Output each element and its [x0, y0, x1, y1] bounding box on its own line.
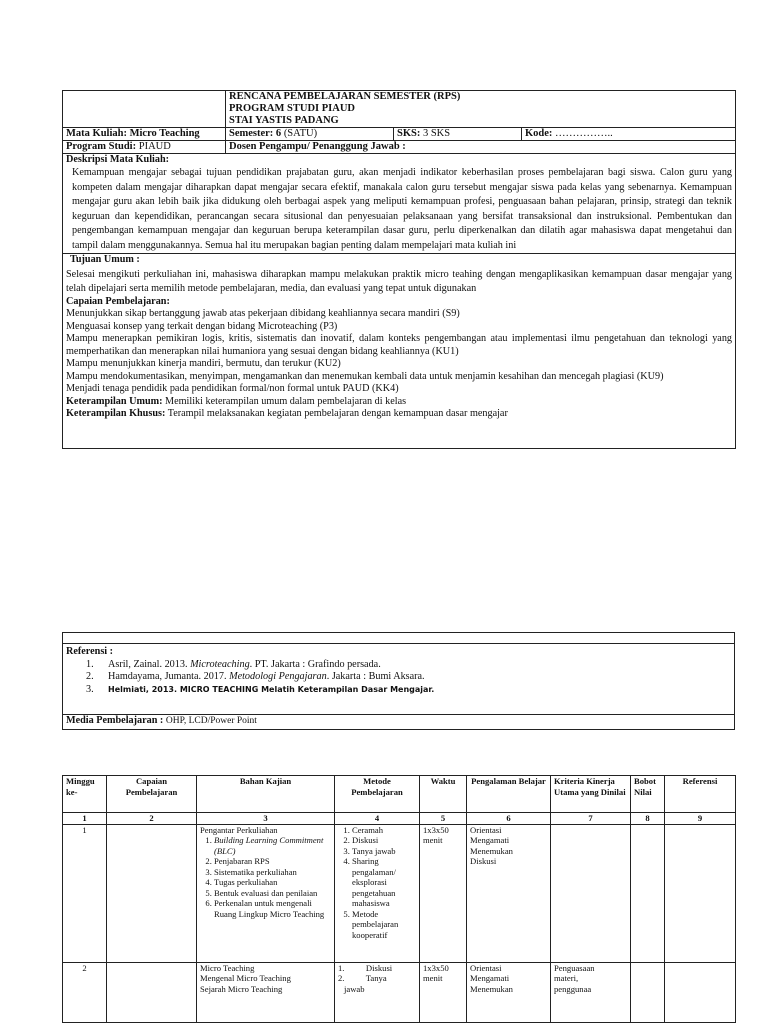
- col-number: 5: [420, 813, 467, 825]
- col-number: 6: [467, 813, 551, 825]
- logo-cell: [63, 91, 226, 128]
- bahan-list: [200, 835, 331, 919]
- ket-umum-label: Keterampilan Umum:: [66, 395, 163, 407]
- bahan-item: 3. Sistematika perkuliahan: [214, 867, 331, 878]
- semester-value: (SATU): [283, 128, 318, 139]
- schedule-table: [62, 775, 736, 1023]
- pengalaman-cell: [467, 962, 551, 1022]
- pengalaman-item: Orientasi: [470, 962, 502, 973]
- col-header: Bahan Kajian: [197, 776, 335, 813]
- sks-label: SKS:: [397, 128, 421, 139]
- capaian-cell: [107, 824, 197, 962]
- metode-item: 3. Tanya jawab: [352, 846, 416, 857]
- tujuan-text: Selesai mengikuti perkuliahan ini, mahasiswa diharapkan mampu melakukan praktik micro teahing dengan mengaplikasikan kemampuan dasar mengajar yang telah dipelajari serta memilih metode pembelajaran, media, dan evaluasi yang tepat untuk digunakan: [66, 268, 733, 294]
- metode-item: 5. Metode pembelajaran kooperatif: [352, 909, 416, 941]
- col-header: Capaian Pembelajaran: [107, 776, 197, 813]
- media-row: [63, 715, 735, 730]
- bahan-title: Pengantar Perkuliahan: [200, 824, 278, 835]
- document-title: [226, 91, 736, 128]
- sks-cell: [394, 128, 522, 141]
- pengalaman-item: Mengamati: [470, 835, 510, 845]
- capaian-heading: Capaian Pembelajaran:: [66, 295, 170, 307]
- bahan-line: Micro Teaching: [200, 962, 255, 973]
- waktu-cell: 1x3x50 menit: [420, 824, 467, 962]
- bobot-cell: [631, 824, 665, 962]
- bahan-item: 2. Penjabaran RPS: [214, 856, 331, 867]
- metode-item: 1. Ceramah: [352, 825, 416, 836]
- deskripsi-text: Kemampuan mengajar sebagai tujuan pendidikan prajabatan guru, akan menjadi indikator keberhasilan proses pembelajaran bagi siswa. Calon guru yang kompeten dalam mengajar diharapkan dapat mengajar secara efektif, manakala calon guru tersebut mengajar siswa pada kelas yang sebenarnya. Kemampuan mengajar guru akan lebih baik jika didukung oleh berbagai aspek yang meliputi kemampuan profesi, penguasaan bahan pelajaran, prinsip, strategi dan teknik keguruan dan kependidikan, perancangan secara situsional dan penyesuaian pelaksanaan yang bersifat transaksional dan instruksional. Pembentukan dan pengembangan kemampuan mengajar dan keguruan berupa keterampilan dasar guru, perlu diperkenalkan dan dilatih agar mahasiswa dapat mengetahui dan tampil dalam menggunakannya. Semua hal itu merupakan bagian penting dalam mempelajari mata kuliah ini: [72, 167, 733, 251]
- media-label: Media Pembelajaran :: [66, 715, 164, 726]
- bahan-cell: [197, 962, 335, 1022]
- metode-cell: [335, 962, 420, 1022]
- keterampilan-khusus: [66, 408, 732, 421]
- pengalaman-cell: [467, 824, 551, 962]
- kriteria-cell: [551, 824, 631, 962]
- col-header: Waktu: [420, 776, 467, 813]
- col-number: 7: [551, 813, 631, 825]
- pengalaman-item: Orientasi: [470, 824, 502, 835]
- col-header: Metode Pembelajaran: [335, 776, 420, 813]
- week-cell: 2: [63, 962, 107, 1022]
- capaian-item: Menguasai konsep yang terkait dengan bidang Microteaching (P3): [66, 320, 338, 332]
- referensi-heading: Referensi :: [66, 646, 114, 657]
- metode-item: 4. Sharing pengalaman/ eksplorasi pengetahuan mahasiswa: [352, 856, 416, 909]
- referensi-section: [63, 644, 735, 715]
- referensi-table: [62, 632, 735, 730]
- program-studi-value: PIAUD: [138, 141, 171, 152]
- bahan-item: 6. Perkenalan untuk mengenali Ruang Lingkup Micro Teaching: [214, 898, 331, 919]
- col-header: Minggu ke-: [63, 776, 107, 813]
- referensi-cell: [665, 962, 736, 1022]
- bahan-item: 4. Tugas perkuliahan: [214, 877, 331, 888]
- col-number: 9: [665, 813, 736, 825]
- referensi-top-row: [63, 633, 735, 644]
- table-row: [63, 824, 736, 962]
- kode-cell: [522, 128, 736, 141]
- referensi-cell: [665, 824, 736, 962]
- kriteria-line: penggunaa: [554, 983, 592, 994]
- bahan-line: Mengenal Micro Teaching: [200, 973, 291, 983]
- kriteria-line: materi,: [554, 973, 579, 983]
- pengalaman-item: Diskusi: [470, 856, 497, 866]
- capaian-item: Mampu menunjukkan kinerja mandiri, bermutu, dan terukur (KU2): [66, 358, 341, 369]
- rps-header-table: [62, 90, 736, 449]
- keterampilan-umum: [66, 396, 732, 409]
- pengalaman-item: Mengamati: [470, 973, 510, 983]
- deskripsi-heading: Deskripsi Mata Kuliah:: [66, 154, 170, 165]
- capaian-item: Mampu menerapkan pemikiran logis, kritis, sistematis dan inovatif, dalam konteks pengembangan atau implementasi ilmu pengetahuan dan teknologi yang memperhatikan dan menerapkan nilai humaniora yang sesuai dengan bidang keahliannya (KU1): [66, 333, 733, 357]
- week-cell: 1: [63, 824, 107, 962]
- referensi-list: [66, 659, 731, 697]
- col-number: 3: [197, 813, 335, 825]
- col-header: Kriteria Kinerja Utama yang Dinilai: [551, 776, 631, 813]
- referensi-item: 3. Helmiati, 2013. MICRO TEACHING Melatih Keterampilan Dasar Mengajar.: [86, 683, 435, 695]
- col-number: 4: [335, 813, 420, 825]
- semester-label: Semester: 6: [229, 128, 282, 139]
- kriteria-line: Penguasaan: [554, 962, 595, 973]
- deskripsi-section: [63, 154, 736, 254]
- kode-value: ……………..: [555, 128, 613, 139]
- metode-line: 2. Tanya: [338, 973, 387, 983]
- col-header: Pengalaman Belajar: [467, 776, 551, 813]
- ket-umum-text: Memiliki keterampilan umum dalam pembelajaran di kelas: [165, 395, 407, 407]
- referensi-item: 1. Asril, Zainal. 2013. Microteaching. PT. Jakarta : Grafindo persada.: [86, 658, 381, 670]
- kode-label: Kode:: [525, 128, 553, 139]
- col-number: 8: [631, 813, 665, 825]
- dosen-cell: Dosen Pengampu/ Penanggung Jawab :: [226, 141, 736, 154]
- referensi-item: 2. Hamdayama, Jumanta. 2017. Metodologi Pengajaran. Jakarta : Bumi Aksara.: [86, 671, 425, 682]
- tujuan-capaian-section: [63, 254, 736, 449]
- sks-value: 3 SKS: [422, 128, 451, 139]
- metode-line: jawab: [344, 983, 365, 994]
- schedule-header-row: [63, 776, 736, 813]
- bobot-cell: [631, 962, 665, 1022]
- pengalaman-item: Menemukan: [470, 845, 513, 856]
- bahan-cell: [197, 824, 335, 962]
- metode-line: 1. Diskusi: [338, 962, 393, 973]
- metode-cell: [335, 824, 420, 962]
- pengalaman-item: Menemukan: [470, 983, 513, 994]
- program-studi-cell: [63, 141, 226, 154]
- ket-khusus-label: Keterampilan Khusus:: [66, 408, 166, 419]
- bahan-line: Sejarah Micro Teaching: [200, 983, 283, 994]
- capaian-item: Mampu mendokumentasikan, menyimpan, mengamankan dan menemukan kembali data untuk menjamin kesahihan dan mencegah plagiasi (KU9): [66, 370, 664, 382]
- metode-list: [338, 825, 416, 941]
- program-studi-label: Program Studi:: [66, 141, 137, 152]
- table-row: [63, 962, 736, 1022]
- schedule-number-row: [63, 813, 736, 825]
- kriteria-cell: [551, 962, 631, 1022]
- col-header: Referensi: [665, 776, 736, 813]
- bahan-item: 1. Building Learning Commitment (BLC): [214, 835, 331, 856]
- waktu-cell: 1x3x50 menit: [420, 962, 467, 1022]
- media-value: OHP, LCD/Power Point: [165, 716, 257, 726]
- metode-item: 2. Diskusi: [352, 835, 416, 846]
- mata-kuliah-cell: Mata Kuliah: Micro Teaching: [63, 128, 226, 141]
- capaian-cell: [107, 962, 197, 1022]
- capaian-item: Menjadi tenaga pendidik pada pendidikan formal/non formal untuk PAUD (KK4): [66, 383, 399, 394]
- title-line-3: STAI YASTIS PADANG: [229, 115, 339, 126]
- title-line-1: RENCANA PEMBELAJARAN SEMESTER (RPS): [229, 91, 461, 102]
- col-number: 2: [107, 813, 197, 825]
- capaian-item: Menunjukkan sikap bertanggung jawab atas pekerjaan dibidang keahliannya secara mandiri (S9): [66, 308, 460, 319]
- bahan-item: 5. Bentuk evaluasi dan penilaian: [214, 888, 331, 899]
- col-header: Bobot Nilai: [631, 776, 665, 813]
- semester-cell: [226, 128, 394, 141]
- ket-khusus-text: Terampil melaksanakan kegiatan pembelajaran dengan kemampuan dasar mengajar: [167, 408, 508, 419]
- col-number: 1: [63, 813, 107, 825]
- tujuan-heading: Tujuan Umum :: [70, 254, 140, 265]
- title-line-2: PROGRAM STUDI PIAUD: [229, 103, 355, 114]
